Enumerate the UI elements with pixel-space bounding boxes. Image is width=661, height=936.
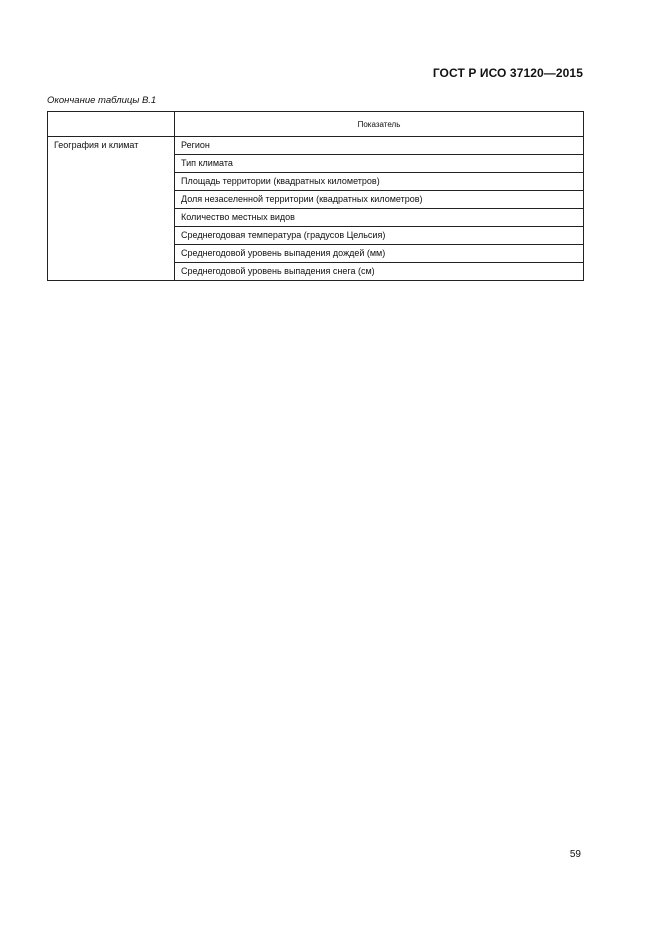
- indicator-cell: Регион: [175, 137, 584, 155]
- indicator-cell: Среднегодовой уровень выпадения снега (см): [175, 263, 584, 281]
- indicator-cell: Среднегодовая температура (градусов Цельсия): [175, 227, 584, 245]
- indicator-cell: Доля незаселенной территории (квадратных километров): [175, 191, 584, 209]
- page-number: 59: [569, 849, 581, 860]
- indicator-cell: Среднегодовой уровень выпадения дождей (мм): [175, 245, 584, 263]
- column-header-indicator: Показатель: [175, 112, 584, 137]
- indicator-table: [47, 111, 584, 281]
- indicator-cell: Количество местных видов: [175, 209, 584, 227]
- table-caption: Окончание таблицы В.1: [47, 95, 157, 106]
- table-corner-cell: [48, 112, 175, 137]
- indicator-cell: Тип климата: [175, 155, 584, 173]
- document-standard-number: ГОСТ Р ИСО 37120—2015: [432, 66, 583, 80]
- table-row: [48, 137, 584, 155]
- group-label-cell: География и климат: [48, 137, 175, 281]
- indicator-cell: Площадь территории (квадратных километров): [175, 173, 584, 191]
- table-header-row: [48, 112, 584, 137]
